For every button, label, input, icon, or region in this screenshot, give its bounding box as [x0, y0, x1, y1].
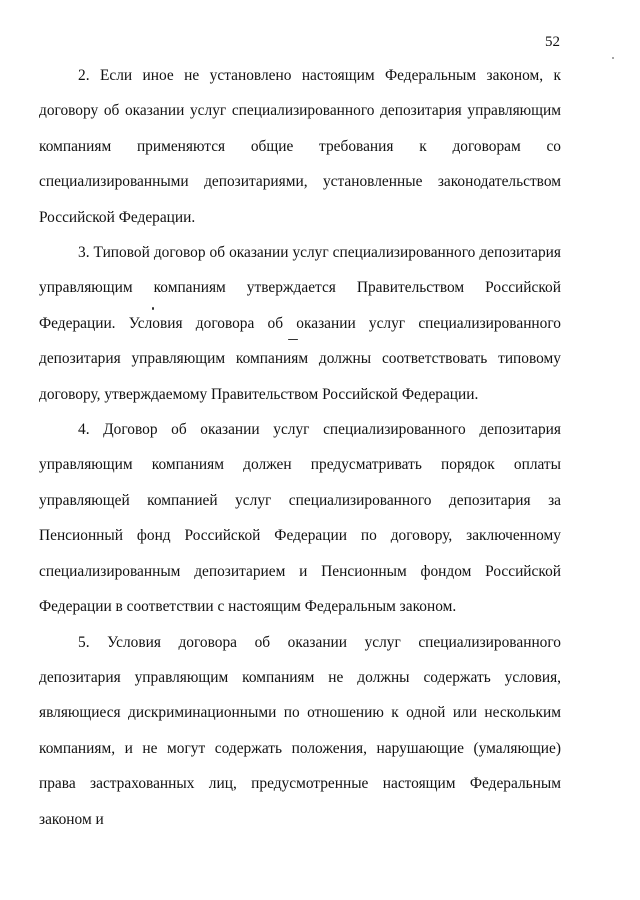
paragraph-3: 3. Типовой договор об оказании услуг специализированного депозитария управляющим компаниям утверждается Правительством Российской Федерации. Условия договора об оказании услуг специализированного депозитария управляющим компаниям должны соответствовать типовому договору, утверждаемому Правительством Российской Федерации.	[39, 244, 561, 403]
page-number: 52	[545, 34, 560, 50]
scan-speck	[152, 307, 154, 310]
scan-speck	[288, 339, 298, 340]
scan-speck	[612, 57, 614, 59]
paragraph-2: 2. Если иное не установлено настоящим Федеральным законом, к договору об оказании услуг специализированного депозитария управляющим компаниям применяются общие требования к договорам со специализированными депозитариями, установленные законодательством Российской Федерации.	[39, 67, 561, 226]
paragraph-5: 5. Условия договора об оказании услуг специализированного депозитария управляющим компаниям не должны содержать условия, являющиеся дискриминационными по отношению к одной или нескольким компаниям, и не могут содержать положения, нарушающие (умаляющие) права застрахованных лиц, предусмотренные настоящим Федеральным законом и	[39, 633, 561, 828]
paragraph-4: 4. Договор об оказании услуг специализированного депозитария управляющим компаниям должен предусматривать порядок оплаты управляющей компанией услуг специализированного депозитария за Пенсионный фонд Российской Федерации по договору, заключенному специализированным депозитарием и Пенсионным фондом Российской Федерации в соответствии с настоящим Федеральным законом.	[39, 421, 561, 616]
document-body	[39, 58, 561, 837]
